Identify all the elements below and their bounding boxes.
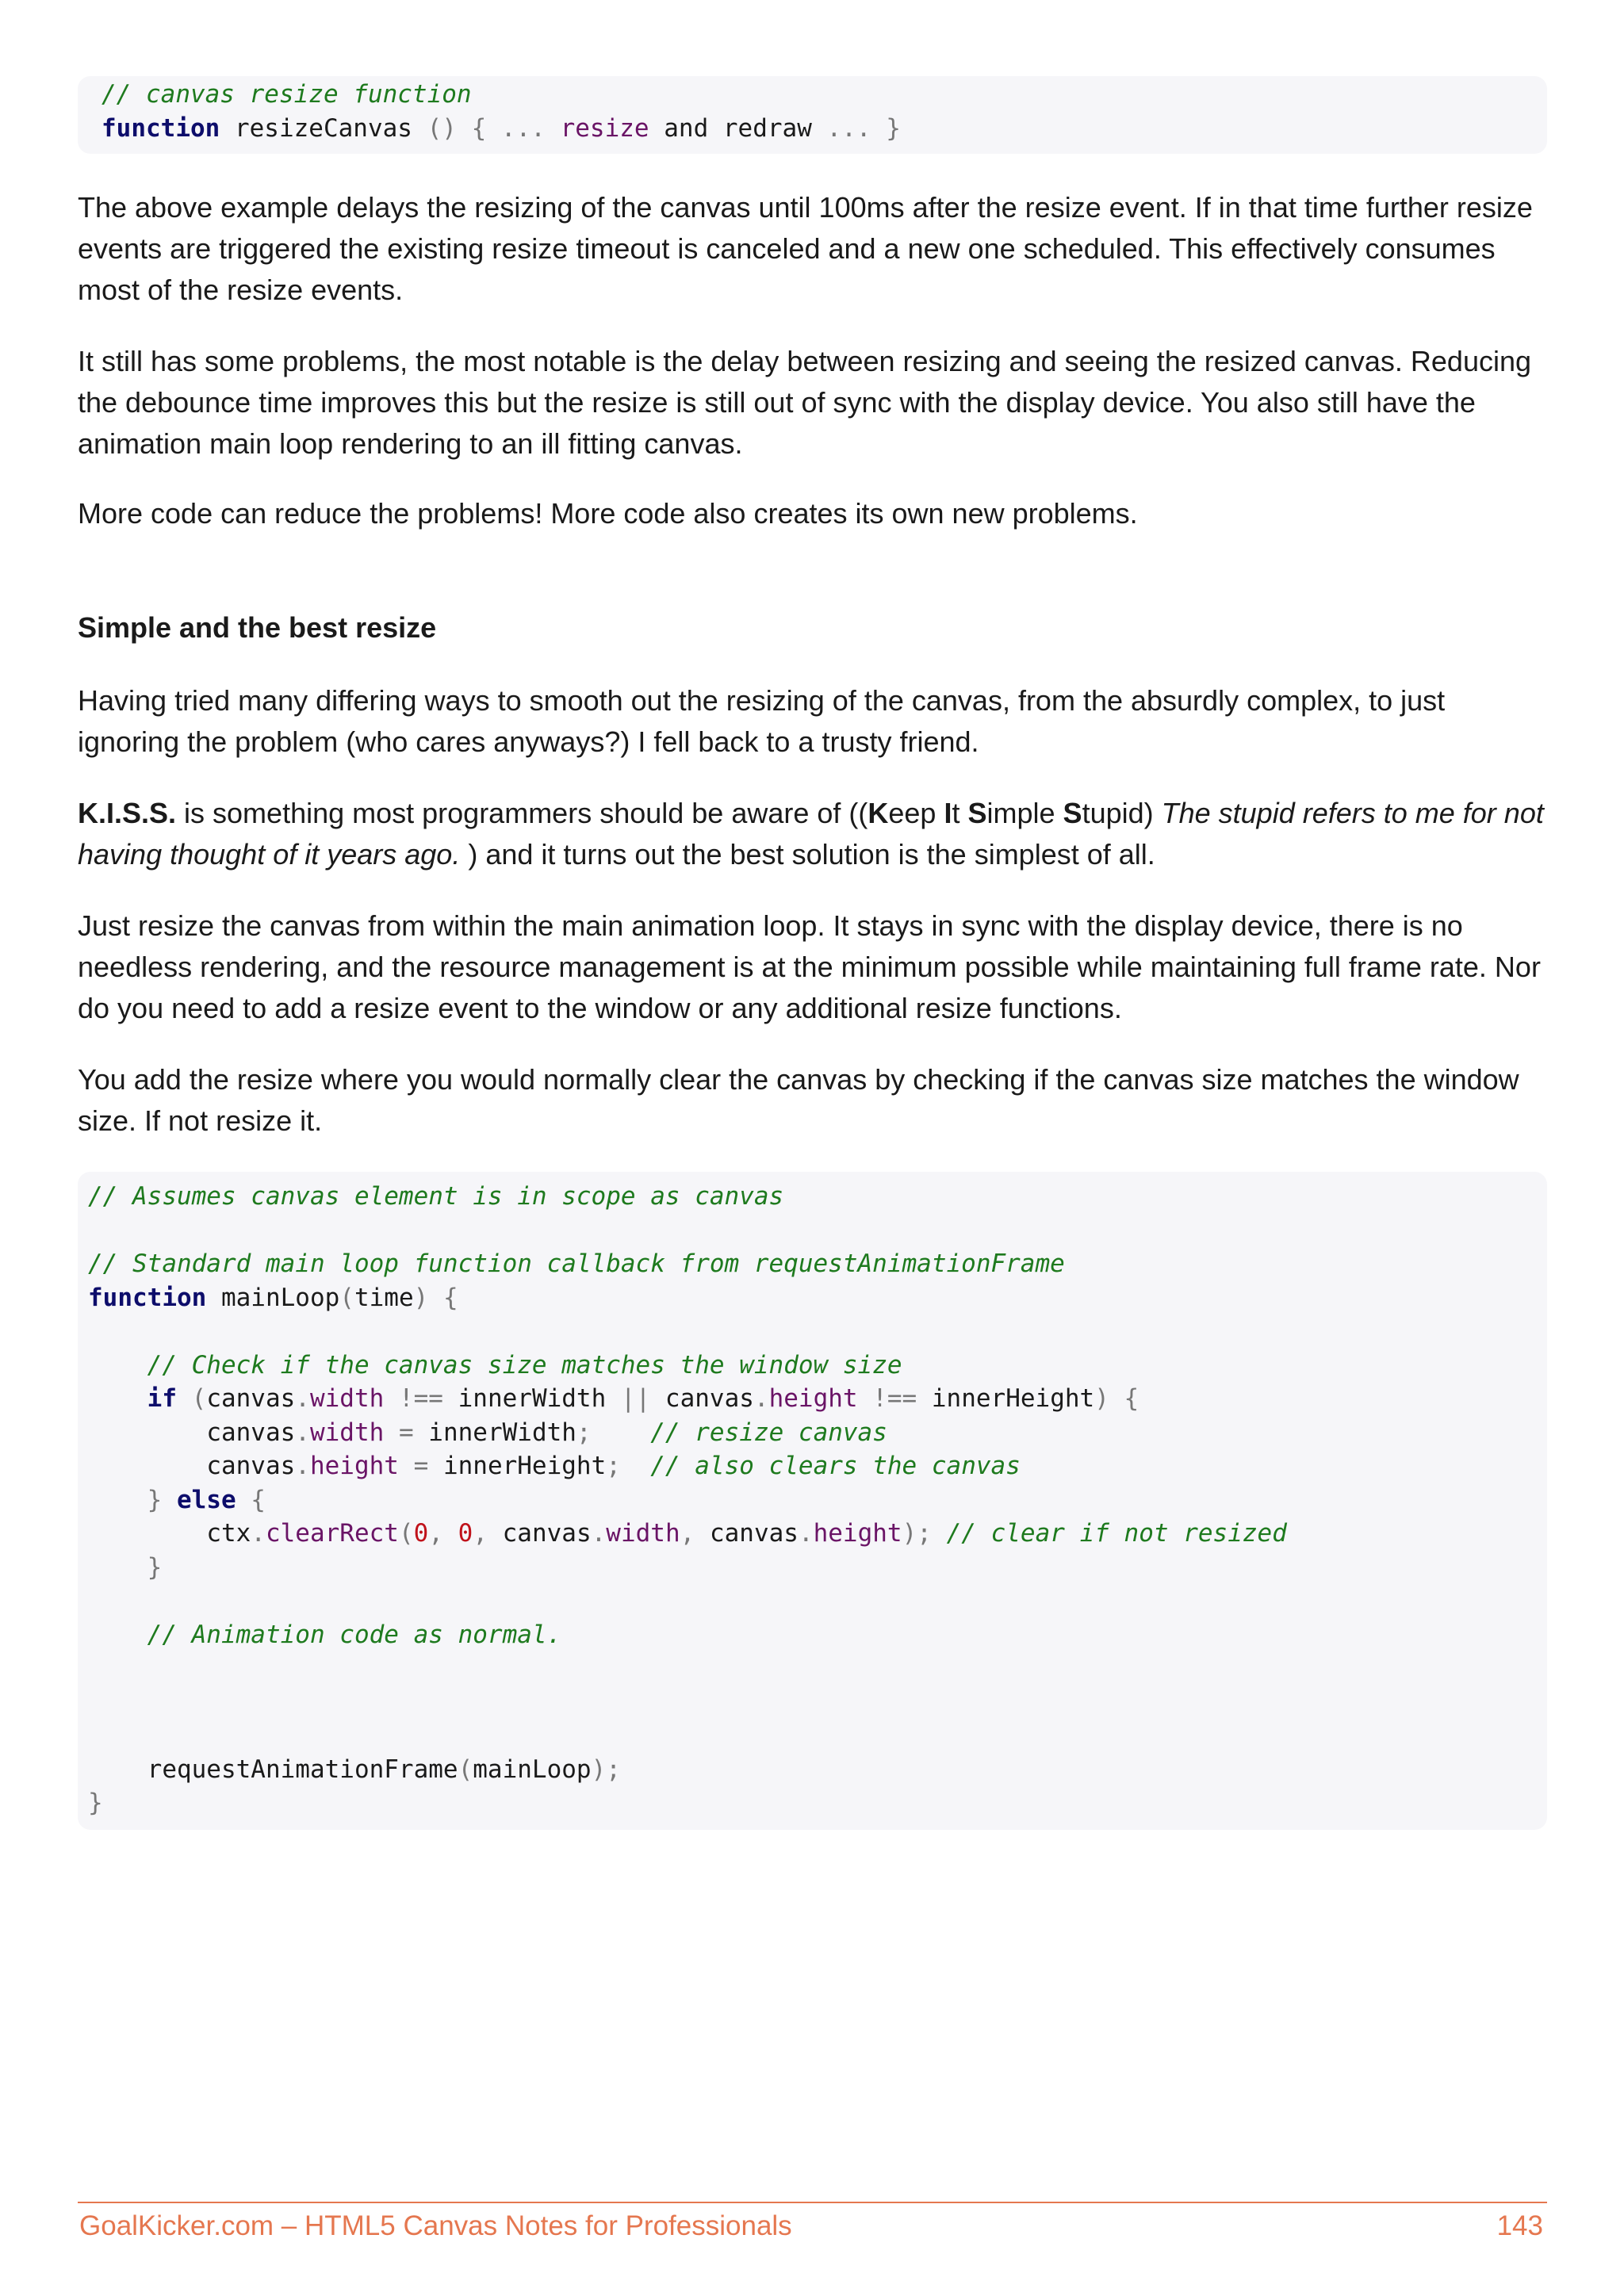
code-text: and redraw bbox=[649, 113, 827, 143]
paragraph-tried-ways: Having tried many differing ways to smooth out the resizing of the canvas, from the absurdly complex, to just ignoring the problem (who cares anyways?) I fell back to a trusty friend. bbox=[78, 684, 1446, 758]
kiss-acronym: K.I.S.S. bbox=[78, 797, 177, 829]
paragraph-where-to-resize: You add the resize where you would normally clear the canvas by checking if the canvas size matches the window size. If not resize it. bbox=[78, 1063, 1519, 1137]
code-comment: // canvas resize function bbox=[102, 80, 472, 109]
paragraph-kiss: K.I.S.S. is something most programmers should be aware of ((Keep It Simple Stupid) The stupid refers to me for not having thought of it years ago. ) and it turns out the best solution is the simplest of all. bbox=[78, 797, 1544, 871]
footer-divider bbox=[78, 2202, 1547, 2203]
paragraph-resize-in-loop: Just resize the canvas from within the main animation loop. It stays in sync with the display device, there is no needless rendering, and the resource management is at the minimum possible while maintaining full frame rate. Nor do you need to add a resize event to the window or any additional resize functions. bbox=[78, 909, 1541, 1024]
paragraph-problems: It still has some problems, the most notable is the delay between resizing and seeing the resized canvas. Reducing the debounce time improves this but the resize is still out of sync with the display device. You also still have the animation main loop rendering to an ill fitting canvas. bbox=[78, 345, 1532, 460]
code-punctuation: ... } bbox=[826, 113, 901, 143]
italic-aside: The stupid refers to me for not having thought of it years ago. bbox=[78, 797, 1544, 871]
code-identifier: resizeCanvas bbox=[220, 113, 427, 143]
section-heading: Simple and the best resize bbox=[78, 611, 437, 644]
code-comment: // Check if the canvas size matches the window size bbox=[147, 1350, 902, 1380]
code-comment: // Standard main loop function callback from requestAnimationFrame bbox=[88, 1249, 1065, 1278]
code-comment: // Assumes canvas element is in scope as canvas bbox=[88, 1182, 784, 1211]
code-block-main-loop: // Assumes canvas element is in scope as canvas // Standard main loop function callback from requestAnimationFrame function mainLoop(time) { // Check if the canvas size matches the window size if (canvas.width !== innerWidth || canvas.height !== innerHeight) { canvas.width = innerWidth; // resize canvas canvas.height = innerHeight; // also clears the canvas } else { ctx.clearRect(0, 0, canvas.width, canvas.height); // clear if not resized } // Animation code as normal. requestAnimationFrame(mainLoop); } bbox=[78, 1172, 1547, 1830]
code-keyword: function bbox=[102, 113, 220, 143]
footer-title: GoalKicker.com – HTML5 Canvas Notes for Professionals bbox=[79, 2210, 792, 2241]
code-block-resize-function bbox=[78, 76, 1547, 154]
page-number: 143 bbox=[1496, 2210, 1543, 2241]
paragraph-debounce-explanation: The above example delays the resizing of the canvas until 100ms after the resize event. If in that time further resize events are triggered the existing resize timeout is canceled and a new one scheduled. This effectively consumes most of the resize events. bbox=[78, 191, 1533, 306]
code-punctuation: () { ... bbox=[427, 113, 561, 143]
paragraph-more-code: More code can reduce the problems! More code also creates its own new problems. bbox=[78, 497, 1138, 530]
code-property: resize bbox=[560, 113, 649, 143]
